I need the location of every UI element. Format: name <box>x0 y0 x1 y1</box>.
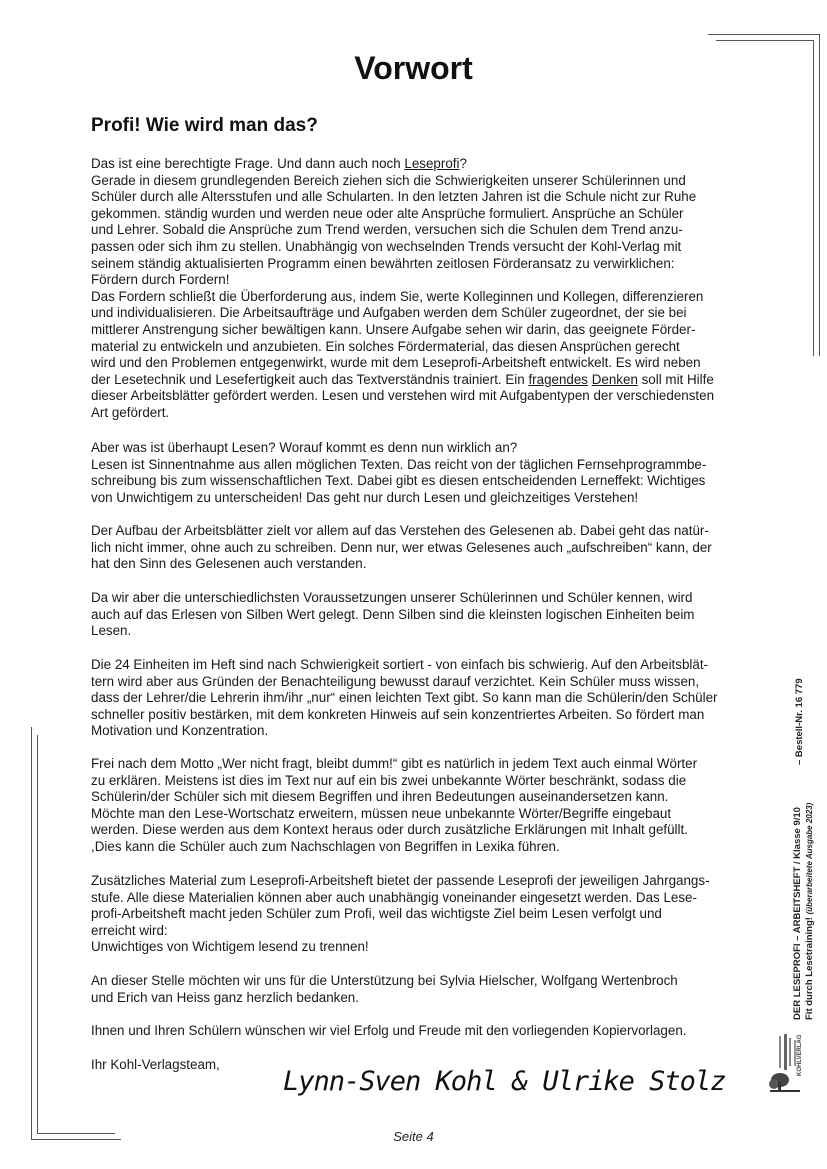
text-segment: gekommen. ständig wurden und werden neue oder alte Ansprüche formuliert. Ansprüche an Schüler <box>91 205 684 221</box>
text-segment: Ihnen und Ihren Schülern wünschen wir viel Erfolg und Freude mit den vorliegenden Kopiervorlagen. <box>91 1023 687 1038</box>
text-line <box>91 1023 751 1040</box>
text-segment: Fördern durch Fordern! <box>91 272 230 288</box>
text-line <box>91 756 751 773</box>
text-segment: wird und den Problemen entgegenwirkt, wurde mit dem Leseprofi-Arbeitsheft entwickelt. Es wird neben <box>91 355 701 371</box>
text-segment: Aber was ist überhaupt Lesen? Worauf kommt es denn nun wirklich an? <box>91 440 518 455</box>
text-line <box>91 473 751 490</box>
text-segment: und Lehrer. Sobald die Ansprüche zum Trend werden, versuchen sich die Schulen dem Trend anzu- <box>91 222 683 238</box>
text-segment: stufe. Alle diese Materialien können aber auch unabhängig voneinander eingesetzt werden. Das Lese- <box>91 889 697 905</box>
frame-top-right-inner-h <box>716 40 814 41</box>
text-segment: Lesen. <box>91 623 132 639</box>
text-line <box>91 890 751 907</box>
text-line <box>91 707 751 724</box>
page-title: Vorwort <box>354 50 473 86</box>
text-line <box>91 607 751 624</box>
side-title-block <box>792 803 816 1020</box>
text-segment: material zu entwickeln und anzubieten. Ein solches Fördermaterial, das diesen Ansprüchen gerecht <box>91 338 680 354</box>
text-line <box>91 272 751 289</box>
text-line <box>91 490 751 507</box>
text-segment: Das ist eine berechtigte Frage. Und dann auch noch <box>91 156 405 171</box>
underlined-term: fragendes <box>528 371 588 387</box>
text-line <box>91 773 751 790</box>
underlined-term: Denken <box>591 371 638 387</box>
text-segment: mittlerer Anstrengung sicher bewältigen kann. Unsere Aufgabe sehen wir darin, das geeignete Förder- <box>91 321 696 337</box>
text-segment: werden. Diese werden aus dem Kontext heraus oder durch zusätzliche Erklärungen mit Inhalt gefüllt. <box>91 822 688 838</box>
text-line <box>91 206 751 223</box>
paragraph-6 <box>91 756 751 856</box>
text-segment: Motivation und Konzentration. <box>91 723 269 739</box>
text-segment: lich nicht immer, ohne auch zu schreiben. Denn nur, wer etwas Gelesenes auch „aufschreiben“ kann, der <box>91 539 712 555</box>
text-segment: Ihr Kohl-Verlagsteam, <box>91 1057 220 1072</box>
text-line <box>91 289 751 306</box>
text-segment: An dieser Stelle möchten wir uns für die Unterstützung bei Sylvia Hielscher, Wolfgang Wertenbroch <box>91 973 678 988</box>
text-segment: Der Aufbau der Arbeitsblätter zielt vor allem auf das Verstehen des Gelesenen ab. Dabei geht das natür- <box>91 523 709 538</box>
paragraph-2 <box>91 440 751 506</box>
text-segment: profi-Arbeitsheft macht jeden Schüler zum Profi, weil das wichtigste Ziel beim Lesen verfolgt und <box>91 906 662 922</box>
text-line <box>91 623 751 640</box>
page-number: Seite 4 <box>393 1129 434 1144</box>
text-line <box>91 723 751 740</box>
text-line <box>91 355 751 372</box>
text-line <box>91 590 751 607</box>
underlined-term: Leseprofi <box>404 156 460 171</box>
text-segment: tern wird aber aus Gründen der Benachteiligung bewusst darauf verzichtet. Kein Schüler muss wissen, <box>91 673 700 689</box>
text-segment: Das Fordern schließt die Überforderung aus, indem Sie, werte Kolleginnen und Kollegen, differenzieren <box>91 288 704 304</box>
text-line <box>91 906 751 923</box>
side-title-line-2 <box>804 803 816 1020</box>
text-segment: Möchte man den Lese-Wortschatz erweitern, müssen neue unbekannte Wörter/Begriffe eingebaut <box>91 805 672 821</box>
text-segment: schreibung bis zum wissenschaftlichen Text. Dabei gibt es diesen entscheidenden Lerneffekt: Wichtiges <box>91 473 706 489</box>
paragraph-7 <box>91 873 751 956</box>
text-line <box>91 873 751 890</box>
frame-top-right-inner-v <box>813 40 814 356</box>
text-segment: hat den Sinn des Gelesenen auch verstanden. <box>91 556 367 572</box>
side-edition-note: (überarbeitete Ausgabe 2023) <box>805 802 814 915</box>
frame-top-right-outer-h <box>708 34 819 35</box>
text-line <box>91 372 751 389</box>
text-line <box>91 239 751 256</box>
text-line <box>91 457 751 474</box>
text-segment: dieser Arbeitsblätter gefördert werden. Lesen und verstehen wird mit Aufgabentypen der verschiedensten <box>91 388 715 404</box>
text-segment: ,Dies kann die Schüler auch zum Nachschlagen von Begriffen in Lexika führen. <box>91 838 560 854</box>
text-line <box>91 657 751 674</box>
signature: Lynn-Sven Kohl & Ulrike Stolz <box>283 1066 726 1097</box>
text-line <box>91 405 751 422</box>
text-line <box>91 189 751 206</box>
text-line <box>91 973 751 990</box>
text-line <box>91 839 751 856</box>
side-title-line-1: DER LESEPROFI – ARBEITSHEFT / Klasse 9/10 <box>792 807 803 1020</box>
text-segment: Frei nach dem Motto „Wer nicht fragt, bleibt dumm!“ gibt es natürlich in jedem Text auch einmal Wörter <box>91 756 698 771</box>
text-segment: erreicht wird: <box>91 922 168 938</box>
paragraph-4 <box>91 590 751 640</box>
text-line <box>91 156 751 173</box>
text-line <box>91 674 751 691</box>
text-segment: Unwichtiges von Wichtigem lesend zu trennen! <box>91 939 369 955</box>
frame-bottom-left-inner-v <box>37 735 38 1133</box>
text-line <box>91 990 751 1007</box>
text-segment: Da wir aber die unterschiedlichsten Voraussetzungen unserer Schülerinnen und Schüler kennen, wird <box>91 590 693 605</box>
section-heading: Profi! Wie wird man das? <box>91 115 318 136</box>
text-segment: zu erklären. Meistens ist dies im Text nur auf ein bis zwei unbekannte Wörter beschränkt, sodass die <box>91 772 687 788</box>
text-line <box>91 939 751 956</box>
text-segment: Lesen ist Sinnentnahme aus allen möglichen Texten. Das reicht von der täglichen Fernsehprogrammbe- <box>91 456 707 472</box>
text-line <box>91 523 751 540</box>
text-line <box>91 222 751 239</box>
text-segment: ? <box>459 156 467 171</box>
text-segment: Schüler durch alle Altersstufen und alle Schularten. In den letzten Jahren ist die Schule nicht zur Ruhe <box>91 189 697 205</box>
text-segment: Schülerin/der Schüler sich mit diesem Begriffen und ihren Bedeutungen auseinandersetzen kann. <box>91 789 669 805</box>
logo-text: KOHLVERLAG <box>797 1034 803 1076</box>
text-segment: und individualisieren. Die Arbeitsaufträge und Aufgaben werden dem Schüler zugeordnet, der sie bei <box>91 305 687 321</box>
text-segment: Zusätzliches Material zum Leseprofi-Arbeitsheft bietet der passende Leseprofi der jeweiligen Jahrgangs- <box>91 873 710 888</box>
text-line <box>91 388 751 405</box>
text-line <box>91 690 751 707</box>
frame-bottom-left-outer-v <box>31 727 32 1139</box>
text-segment: schneller positiv bestärken, mit dem konkreten Hinweis auf sein konzentriertes Arbeiten. So fördert man <box>91 706 705 722</box>
text-line <box>91 305 751 322</box>
text-line <box>91 339 751 356</box>
side-order-number: – Bestell-Nr. 16 779 <box>794 678 805 765</box>
text-segment: passen oder sich ihm zu stellen. Unabhängig von wechselnden Trends versucht der Kohl-Verlag mit <box>91 238 682 254</box>
text-segment: der Lesetechnik und Lesefertigkeit auch das Textverständnis trainiert. Ein <box>91 371 529 387</box>
text-line <box>91 556 751 573</box>
text-segment: von Unwichtigem zu unterscheiden! Das geht nur durch Lesen und gleichzeitiges Verstehen! <box>91 489 639 505</box>
text-line <box>91 540 751 557</box>
paragraph-1 <box>91 156 751 422</box>
paragraph-8 <box>91 973 751 1006</box>
text-line <box>91 173 751 190</box>
text-segment: Gerade in diesem grundlegenden Bereich ziehen sich die Schwierigkeiten unserer Schülerinnen und <box>91 172 686 188</box>
text-line <box>91 806 751 823</box>
text-segment: Die 24 Einheiten im Heft sind nach Schwierigkeit sortiert - von einfach bis schwierig. Auf den Arbeitsblät- <box>91 657 709 672</box>
text-line <box>91 322 751 339</box>
kohl-verlag-logo <box>768 1032 802 1094</box>
text-line <box>91 923 751 940</box>
text-line <box>91 440 751 457</box>
paragraph-3 <box>91 523 751 573</box>
text-line <box>91 822 751 839</box>
text-segment: soll mit Hilfe <box>637 371 714 387</box>
text-segment: Art gefördert. <box>91 404 170 420</box>
text-segment: und Erich van Heiss ganz herzlich bedanken. <box>91 989 359 1005</box>
text-segment: seinem ständig aktualisierten Programm einen bewährten zeitlosen Förderansatz zu verwirklichen: <box>91 255 675 271</box>
paragraph-5 <box>91 657 751 740</box>
text-line <box>91 789 751 806</box>
text-line <box>91 256 751 273</box>
text-segment: auch auf das Erlesen von Silben Wert gelegt. Denn Silben sind die kleinsten logischen Einheiten beim <box>91 606 695 622</box>
side-subtitle: Fit durch Lesetraining! <box>804 917 815 1020</box>
text-segment: dass der Lehrer/die Lehrerin ihm/ihr „nur“ einen leichten Text gibt. So kann man die Schülerin/den Schüler <box>91 690 718 706</box>
paragraph-9 <box>91 1023 751 1040</box>
